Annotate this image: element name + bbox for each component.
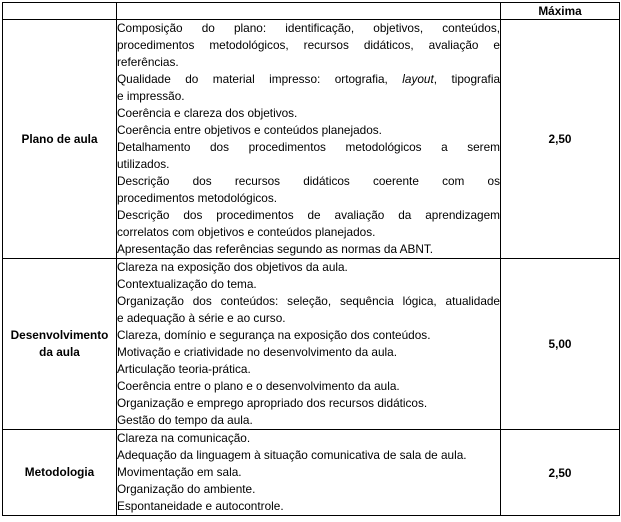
criterion-description (117, 430, 501, 516)
description-line: Articulação teoria-prática. (117, 362, 251, 376)
description-line: e adequação à série e ao curso. (117, 311, 286, 325)
description-line: Coerência entre objetivos e conteúdos planejados. (117, 123, 382, 137)
criterion-label: Desenvolvimento (10, 328, 109, 342)
description-line: Organização do ambiente. (117, 482, 256, 496)
description-line: procedimentos metodológicos, recursos didáticos, avaliação e (117, 38, 500, 52)
description-line: Motivação e criatividade no desenvolvimento da aula. (117, 345, 398, 359)
header-max-score: Máxima (501, 3, 620, 20)
criterion-label: Plano de aula (21, 131, 98, 146)
description-line: Organização e emprego apropriado dos recursos didáticos. (117, 396, 428, 410)
description-line: Espontaneidade e autocontrole. (117, 499, 284, 513)
description-line: utilizados. (117, 157, 170, 171)
criterion-name (3, 20, 117, 259)
description-line: Descrição dos recursos didáticos coerente com os (117, 174, 500, 188)
max-score: 2,50 (501, 20, 620, 259)
criterion-name (3, 259, 117, 430)
description-line: Composição do plano: identificação, objetivos, conteúdos, (117, 21, 500, 35)
criterion-description (117, 259, 501, 430)
table-row (3, 259, 620, 430)
max-score: 5,00 (501, 259, 620, 430)
description-line: Apresentação das referências segundo as normas da ABNT. (117, 242, 434, 256)
description-line: Qualidade do material impresso: ortografia, layout, tipografia (117, 72, 500, 86)
description-line: Contextualização do tema. (117, 277, 257, 291)
description-line: Clareza na exposição dos objetivos da aula. (117, 260, 348, 274)
table-row (3, 430, 620, 516)
criterion-label: da aula (39, 345, 80, 359)
header-criterion-cell (3, 3, 117, 20)
description-line: correlatos com objetivos e conteúdos planejados. (117, 225, 376, 239)
description-line: referências. (117, 55, 179, 69)
description-line: Descrição dos procedimentos de avaliação da aprendizagem (117, 208, 500, 222)
header-row (3, 3, 620, 20)
description-line: Coerência entre o plano e o desenvolvimento da aula. (117, 379, 400, 393)
description-line: Coerência e clareza dos objetivos. (117, 106, 298, 120)
table-row (3, 20, 620, 259)
evaluation-table (2, 2, 620, 516)
description-line: e impressão. (117, 89, 185, 103)
criterion-description (117, 20, 501, 259)
criterion-label: Metodologia (24, 465, 95, 479)
description-line: Adequação da linguagem à situação comunicativa de sala de aula. (117, 448, 467, 462)
description-line: Detalhamento dos procedimentos metodológicos a serem (117, 140, 500, 154)
description-line: Clareza, domínio e segurança na exposição dos conteúdos. (117, 328, 431, 342)
header-description-cell (117, 3, 501, 20)
description-line: procedimentos metodológicos. (117, 191, 278, 205)
description-line: Gestão do tempo da aula. (117, 413, 253, 427)
criterion-name (3, 430, 117, 516)
description-line: Movimentação em sala. (117, 465, 242, 479)
max-score: 2,50 (501, 430, 620, 516)
description-line: Clareza na comunicação. (117, 431, 251, 445)
description-line: Organização dos conteúdos: seleção, sequência lógica, atualidade (117, 294, 500, 308)
